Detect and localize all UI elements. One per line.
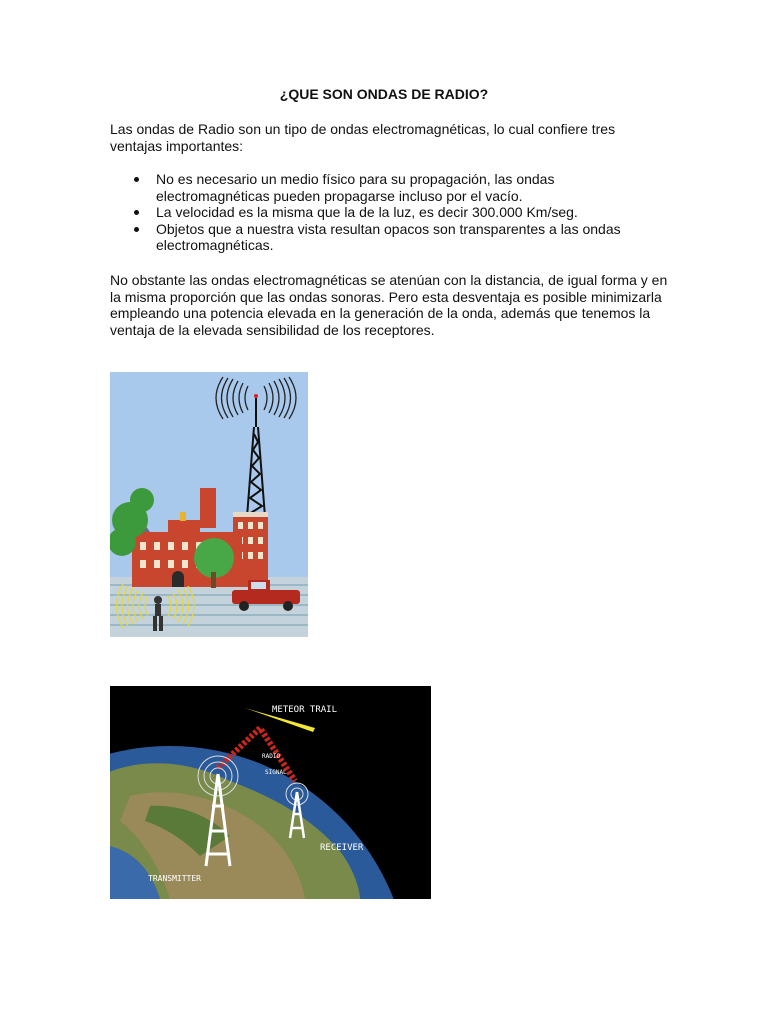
list-item: No es necesario un medio físico para su propagación, las ondas electromagnéticas pueden propagarse incluso por el vacío. xyxy=(110,171,670,204)
meteor-trail-label: METEOR TRAIL xyxy=(272,705,338,715)
advantages-list xyxy=(110,171,670,254)
meteor-trail-propagation-illustration xyxy=(110,686,431,899)
transmitter-label: TRANSMITTER xyxy=(148,874,201,883)
intro-paragraph: Las ondas de Radio son un tipo de ondas electromagnéticas, lo cual confiere tres ventajas importantes: xyxy=(110,121,616,154)
list-item: La velocidad es la misma que la de la luz, es decir 300.000 Km/seg. xyxy=(110,204,670,221)
receiver-label: RECEIVER xyxy=(320,843,364,853)
signal-label: SIGNAL xyxy=(265,769,287,776)
list-item: Objetos que a nuestra vista resultan opacos son transparentes a las ondas electromagnéticas. xyxy=(110,221,670,254)
radio-label: RADIO xyxy=(262,753,281,760)
page-title: ¿QUE SON ONDAS DE RADIO? xyxy=(279,86,489,102)
closing-paragraph: No obstante las ondas electromagnéticas se atenúan con la distancia, de igual forma y en la misma proporción que las ondas sonoras. Pero esta desventaja es posible minimizarla empleando una potencia elevada en la generación de la onda, además que tenemos la ventaja de la elevada sensibilidad de los receptores. xyxy=(110,272,668,338)
radio-tower-town-illustration xyxy=(110,372,308,637)
